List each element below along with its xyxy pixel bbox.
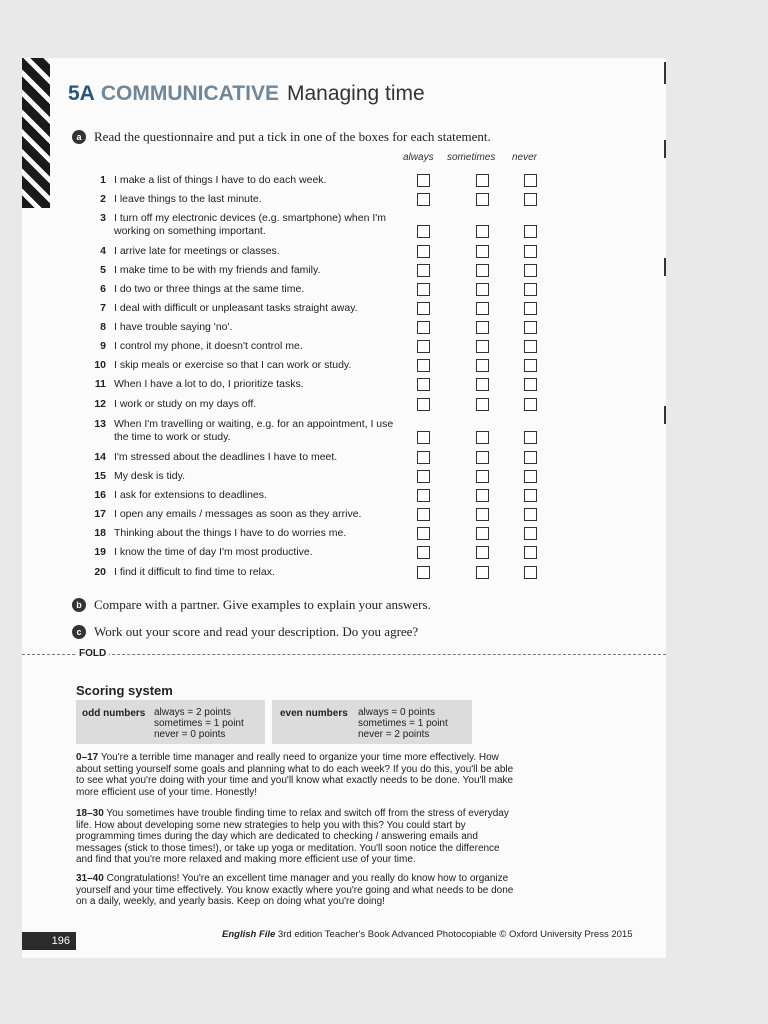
checkbox-always[interactable]: [417, 193, 430, 206]
instruction-c: [72, 624, 418, 640]
statement-text: I find it difficult to find time to relax.: [114, 566, 275, 578]
checkbox-always[interactable]: [417, 489, 430, 502]
checkbox-always[interactable]: [417, 225, 430, 238]
statement-text: I open any emails / messages as soon as they arrive.: [114, 508, 362, 520]
scoring-label: odd numbers: [82, 708, 146, 719]
statement-row: [90, 546, 550, 562]
checkbox-always[interactable]: [417, 302, 430, 315]
statement-text: I control my phone, it doesn't control me.: [114, 340, 303, 352]
points-never: never = 2 points: [358, 729, 430, 740]
statement-row: [90, 398, 550, 414]
score-range: 31–40: [76, 873, 104, 884]
statement-row: [90, 418, 550, 446]
scoring-points: [358, 707, 448, 740]
checkbox-never[interactable]: [524, 283, 537, 296]
checkbox-never[interactable]: [524, 245, 537, 258]
statement-number: 4: [100, 245, 106, 257]
statement-row: [90, 470, 550, 486]
checkbox-sometimes[interactable]: [476, 193, 489, 206]
checkbox-never[interactable]: [524, 174, 537, 187]
scoring-heading: Scoring system: [76, 683, 173, 698]
points-always: always = 0 points: [358, 707, 435, 718]
statement-text: I make a list of things I have to do each week.: [114, 174, 327, 186]
statement-number: 15: [94, 470, 106, 482]
statement-number: 19: [94, 546, 106, 558]
statement-row: [90, 566, 550, 582]
points-always: always = 2 points: [154, 707, 231, 718]
statement-text: When I have a lot to do, I prioritize tasks.: [114, 378, 304, 390]
unit-code: 5A: [68, 82, 95, 105]
score-text: You sometimes have trouble finding time to relax and switch off from the stress of everyday life. How about developing some new strategies to help you with this? You could start by programming times during the day which are dedicated to checking / answering emails and messages (stick to those times!), or take up yoga or meditation. You'll soon notice the difference and find that you're more relaxed and making more efficient use of your time.: [76, 808, 509, 866]
statement-number: 13: [94, 418, 106, 430]
page-number: 196: [22, 932, 76, 950]
statement-row: [90, 283, 550, 299]
statement-text: I leave things to the last minute.: [114, 193, 262, 205]
score-range: 18–30: [76, 808, 104, 819]
checkbox-sometimes[interactable]: [476, 264, 489, 277]
statement-row: [90, 508, 550, 524]
checkbox-sometimes[interactable]: [476, 398, 489, 411]
instruction-marker: c: [72, 625, 86, 639]
statement-text: I know the time of day I'm most productive.: [114, 546, 313, 558]
statement-row: [90, 359, 550, 375]
statement-row: [90, 340, 550, 356]
instruction-marker: b: [72, 598, 86, 612]
statement-row: [90, 264, 550, 280]
page-title: [68, 82, 425, 106]
statement-row: [90, 245, 550, 261]
statement-number: 6: [100, 283, 106, 295]
checkbox-sometimes[interactable]: [476, 321, 489, 334]
checkbox-sometimes[interactable]: [476, 546, 489, 559]
statement-text: Thinking about the things I have to do worries me.: [114, 527, 347, 539]
checkbox-never[interactable]: [524, 508, 537, 521]
instruction-b: [72, 597, 431, 613]
checkbox-sometimes[interactable]: [476, 283, 489, 296]
checkbox-sometimes[interactable]: [476, 359, 489, 372]
scoring-label: even numbers: [280, 708, 348, 719]
statement-text: I ask for extensions to deadlines.: [114, 489, 267, 501]
checkbox-always[interactable]: [417, 378, 430, 391]
checkbox-sometimes[interactable]: [476, 566, 489, 579]
checkbox-never[interactable]: [524, 566, 537, 579]
checkbox-always[interactable]: [417, 451, 430, 464]
checkbox-always[interactable]: [417, 359, 430, 372]
checkbox-never[interactable]: [524, 193, 537, 206]
statement-text: My desk is tidy.: [114, 470, 185, 482]
statement-row: [90, 302, 550, 318]
checkbox-always[interactable]: [417, 321, 430, 334]
statement-number: 3: [100, 212, 106, 224]
statement-number: 10: [94, 359, 106, 371]
statement-text: I'm stressed about the deadlines I have to meet.: [114, 451, 338, 463]
column-header-never: never: [512, 152, 538, 163]
checkbox-never[interactable]: [524, 527, 537, 540]
checkbox-never[interactable]: [524, 398, 537, 411]
instruction-a: [72, 129, 491, 145]
instruction-text: Work out your score and read your description. Do you agree?: [94, 624, 419, 639]
checkbox-never[interactable]: [524, 470, 537, 483]
checkbox-always[interactable]: [417, 470, 430, 483]
checkbox-sometimes[interactable]: [476, 378, 489, 391]
statement-row: [90, 451, 550, 467]
column-header-always: always: [403, 152, 434, 163]
page-edge-mark: [664, 258, 666, 276]
checkbox-sometimes[interactable]: [476, 174, 489, 187]
statement-number: 8: [100, 321, 106, 333]
statement-text: I make time to be with my friends and family.: [114, 264, 321, 276]
checkbox-always[interactable]: [417, 508, 430, 521]
checkbox-never[interactable]: [524, 359, 537, 372]
score-description: [76, 752, 516, 798]
statement-number: 2: [100, 193, 106, 205]
checkbox-never[interactable]: [524, 340, 537, 353]
checkbox-always[interactable]: [417, 566, 430, 579]
scoring-box-odd: [76, 700, 265, 744]
statement-text: I deal with difficult or unpleasant tasks straight away.: [114, 302, 358, 314]
checkbox-never[interactable]: [524, 378, 537, 391]
checkbox-always[interactable]: [417, 264, 430, 277]
checkbox-sometimes[interactable]: [476, 340, 489, 353]
statement-row: [90, 378, 550, 394]
checkbox-sometimes[interactable]: [476, 470, 489, 483]
statement-number: 9: [100, 340, 106, 352]
checkbox-always[interactable]: [417, 340, 430, 353]
statement-text: I do two or three things at the same time.: [114, 283, 305, 295]
score-text: You're a terrible time manager and really need to organize your time more effectively. How about setting yourself some goals and planning what to do each week? If you do this, you'll be able to see what you're doing with your time and you'll know what exactly needs to be done. You'll make more efficient use of your time. Honestly!: [76, 752, 514, 798]
statement-row: [90, 212, 550, 240]
checkbox-sometimes[interactable]: [476, 508, 489, 521]
statement-number: 18: [94, 527, 106, 539]
checkbox-never[interactable]: [524, 321, 537, 334]
statement-number: 7: [100, 302, 106, 314]
fold-line: [22, 654, 666, 655]
checkbox-never[interactable]: [524, 451, 537, 464]
checkbox-sometimes[interactable]: [476, 302, 489, 315]
checkbox-always[interactable]: [417, 174, 430, 187]
checkbox-always[interactable]: [417, 398, 430, 411]
checkbox-always[interactable]: [417, 245, 430, 258]
page-edge-mark: [664, 406, 666, 424]
checkbox-never[interactable]: [524, 431, 537, 444]
fold-label: FOLD: [76, 648, 109, 659]
points-never: never = 0 points: [154, 729, 226, 740]
points-sometimes: sometimes = 1 point: [154, 718, 244, 729]
topic-title: Managing time: [286, 82, 425, 105]
checkbox-never[interactable]: [524, 225, 537, 238]
checkbox-always[interactable]: [417, 527, 430, 540]
statement-number: 12: [94, 398, 106, 410]
statement-row: [90, 321, 550, 337]
page-edge-mark: [664, 62, 666, 84]
decorative-stripe-band: [22, 58, 50, 208]
activity-kind: COMMUNICATIVE: [100, 82, 279, 105]
book-title: English File: [222, 929, 276, 940]
instruction-marker: a: [72, 130, 86, 144]
checkbox-sometimes[interactable]: [476, 527, 489, 540]
checkbox-sometimes[interactable]: [476, 245, 489, 258]
checkbox-never[interactable]: [524, 546, 537, 559]
footer-text: 3rd edition Teacher's Book Advanced Photocopiable © Oxford University Press 2015: [275, 929, 633, 940]
statement-row: [90, 527, 550, 543]
statement-number: 1: [100, 174, 106, 186]
checkbox-sometimes[interactable]: [476, 451, 489, 464]
statement-row: [90, 174, 550, 190]
score-text: Congratulations! You're an excellent time manager and you really do know how to organize yourself and your time effectively. You know exactly where you're going and what needs to be done on a daily, weekly, and yearly basis. Keep on doing what you're doing!: [76, 873, 514, 908]
checkbox-never[interactable]: [524, 489, 537, 502]
checkbox-never[interactable]: [524, 264, 537, 277]
statement-text: I skip meals or exercise so that I can work or study.: [114, 359, 352, 371]
score-range: 0–17: [76, 752, 99, 763]
checkbox-always[interactable]: [417, 546, 430, 559]
statement-number: 20: [94, 566, 106, 578]
statement-number: 11: [94, 378, 106, 390]
points-sometimes: sometimes = 1 point: [358, 718, 448, 729]
statement-number: 16: [94, 489, 106, 501]
checkbox-never[interactable]: [524, 302, 537, 315]
footer-credit: [222, 929, 633, 940]
checkbox-sometimes[interactable]: [476, 489, 489, 502]
statement-text: I have trouble saying 'no'.: [114, 321, 233, 333]
score-description: [76, 873, 516, 908]
statement-text: When I'm travelling or waiting, e.g. for an appointment, I use the time to work or study.: [114, 418, 394, 443]
checkbox-sometimes[interactable]: [476, 431, 489, 444]
score-description: [76, 808, 516, 866]
scoring-box-even: [272, 700, 472, 744]
column-header-sometimes: sometimes: [447, 152, 496, 163]
checkbox-always[interactable]: [417, 283, 430, 296]
statement-text: I work or study on my days off.: [114, 398, 257, 410]
checkbox-always[interactable]: [417, 431, 430, 444]
statement-row: [90, 193, 550, 209]
statement-text: I turn off my electronic devices (e.g. smartphone) when I'm working on something important.: [114, 212, 387, 237]
statement-number: 5: [100, 264, 106, 276]
statement-number: 14: [94, 451, 106, 463]
page-edge-mark: [664, 140, 666, 158]
scoring-points: [154, 707, 244, 740]
statement-text: I arrive late for meetings or classes.: [114, 245, 280, 257]
instruction-text: Read the questionnaire and put a tick in one of the boxes for each statement.: [94, 129, 491, 144]
statement-number: 17: [94, 508, 106, 520]
checkbox-sometimes[interactable]: [476, 225, 489, 238]
statement-row: [90, 489, 550, 505]
instruction-text: Compare with a partner. Give examples to explain your answers.: [94, 597, 431, 612]
